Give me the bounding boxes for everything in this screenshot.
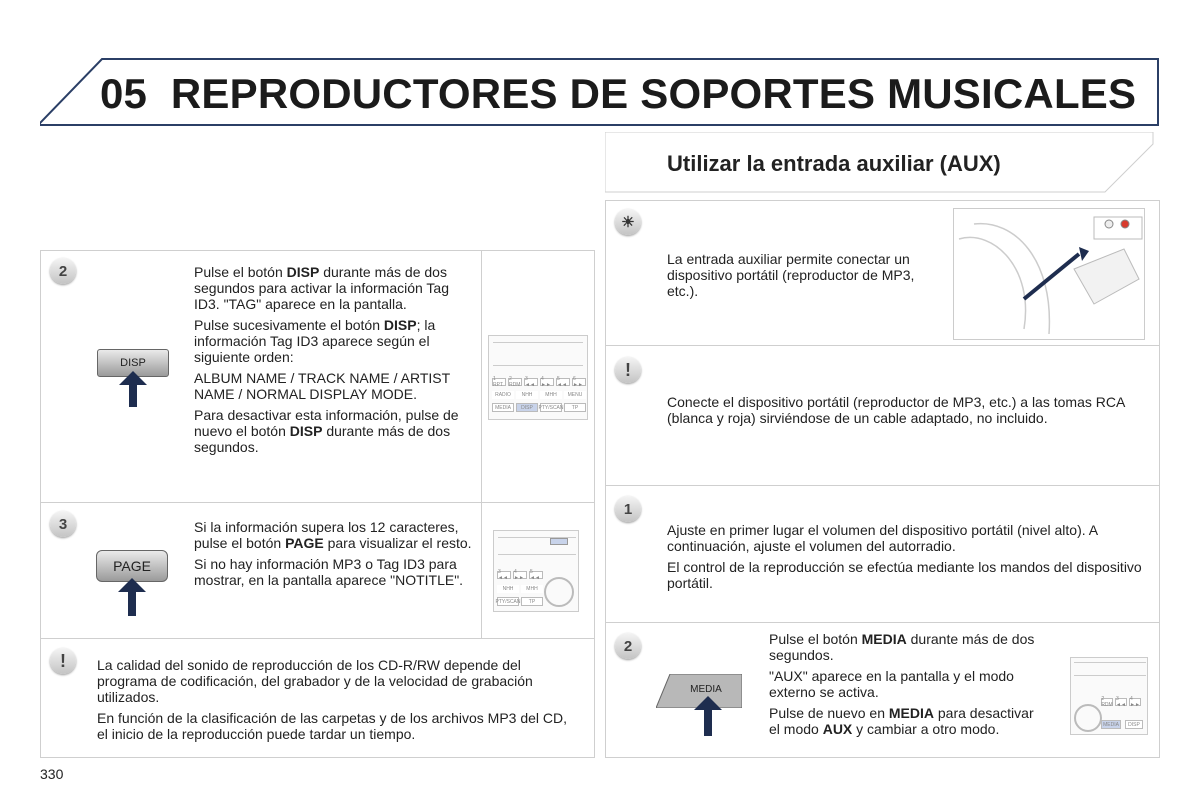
step-badge: 1 <box>615 496 641 522</box>
lightbulb-icon: ☀ <box>615 209 641 235</box>
disp-key: DISP <box>516 403 538 412</box>
ptyscan-key: PTY/SCAN <box>538 404 564 411</box>
step2-text: Pulse el botón DISP durante más de dos segundos para activar la información Tag ID3. "TAG" aparece en la pantalla. Pulse sucesivamente el botón DISP; la información Tag ID3 aparece según el siguiente orden: ALBUM NAME / TRACK NAME / ARTIST NAME / NORMAL DISPLAY MODE. Para desactivar esta información, pulse de nuevo el botón DISP durante más de dos segundos. <box>194 264 459 455</box>
preset-3: 3 ◄◄ <box>524 378 538 386</box>
radio-panel-illustration <box>488 335 588 420</box>
radio-key: RADIO <box>492 391 514 399</box>
page-key <box>550 538 568 545</box>
preset-2: 2 RDM <box>509 376 521 388</box>
media-key: MEDIA <box>492 403 514 412</box>
nhh-key: NHH <box>497 585 519 593</box>
step2-aux-text: Pulse el botón MEDIA durante más de dos segundos. "AUX" aparece en la pantalla y el modo externo se activa. Pulse de nuevo en MEDIA para desactivar el modo AUX y cambiar a otro modo. <box>769 631 1035 737</box>
preset-6: 6 ►► <box>572 378 586 386</box>
info-text: La entrada auxiliar permite conectar un dispositivo portátil (reproductor de MP3, etc.). <box>667 251 915 299</box>
press-arrow-icon <box>694 696 722 736</box>
radio-panel-illustration <box>493 530 579 612</box>
step-badge: 3 <box>50 511 76 537</box>
mhh-key: MHH <box>540 391 562 399</box>
media-key: MEDIA <box>1101 720 1121 729</box>
step-badge: 2 <box>615 633 641 659</box>
preset-5: 5 ◄◄ <box>529 571 543 579</box>
page-number: 330 <box>40 766 64 782</box>
disp-button: DISP <box>97 349 169 377</box>
chapter-title: 05 REPRODUCTORES DE SOPORTES MUSICALES <box>100 70 1137 117</box>
radio-panel-illustration <box>1070 657 1148 735</box>
ptyscan-key: PTY/SCAN <box>495 598 521 605</box>
step3-text: Si la información supera los 12 caracteres, pulse el botón PAGE para visualizar el resto. Si no hay información MP3 o Tag ID3 para mostrar, en la pantalla aparece "NOTITLE". <box>194 519 472 588</box>
preset-4: 4 ►► <box>513 571 527 579</box>
connect-text: Conecte el dispositivo portátil (reproductor de MP3, etc.) a las tomas RCA (blanca y roja) sirviéndose de un cable adaptado, no incluido. <box>667 394 1125 426</box>
nhh-key: NHH <box>516 391 538 399</box>
page-button-illustration <box>96 548 172 618</box>
warning-text: La calidad del sonido de reproducción de los CD-R/RW depende del programa de codificación, del grabador y de la velocidad de grabación utilizados. En función de la clasificación de las carpetas y de los archivos MP3 del CD, el inicio de la reproducción puede tardar un tiempo. <box>97 657 568 742</box>
press-arrow-icon <box>118 578 146 616</box>
warning-badge: ! <box>615 357 641 383</box>
media-button-illustration <box>656 672 742 736</box>
volume-knob <box>1074 704 1102 732</box>
preset-3: 3 ◄◄ <box>1116 696 1126 708</box>
page-button: PAGE <box>96 550 168 582</box>
step-badge: 2 <box>50 258 76 284</box>
step1-text: Ajuste en primer lugar el volumen del dispositivo portátil (nivel alto). A continuación, ajuste el volumen del autorradio. El control de la reproducción se efectúa mediante los mandos del dispositivo portátil. <box>667 522 1142 591</box>
preset-5: 5 ◄◄ <box>556 378 570 386</box>
tp-key: TP <box>564 403 586 412</box>
warning-badge: ! <box>50 648 76 674</box>
media-button: MEDIA <box>690 684 722 695</box>
preset-4: 4 ►► <box>540 378 554 386</box>
preset-3: 3 ◄◄ <box>497 571 511 579</box>
preset-1: 1 RPT <box>492 378 506 386</box>
aux-socket-illustration <box>953 208 1145 340</box>
menu-key: MENU <box>564 391 586 399</box>
section-title: Utilizar la entrada auxiliar (AUX) <box>667 151 1001 176</box>
disp-button-illustration <box>97 345 171 407</box>
press-arrow-icon <box>119 371 147 407</box>
mhh-key: MHH <box>521 585 543 593</box>
preset-2: 2 RDM <box>1101 696 1113 708</box>
tp-key: TP <box>521 597 543 606</box>
disp-key: DISP <box>1125 720 1143 729</box>
volume-knob <box>544 577 574 607</box>
preset-4: 4 ►► <box>1130 696 1140 708</box>
